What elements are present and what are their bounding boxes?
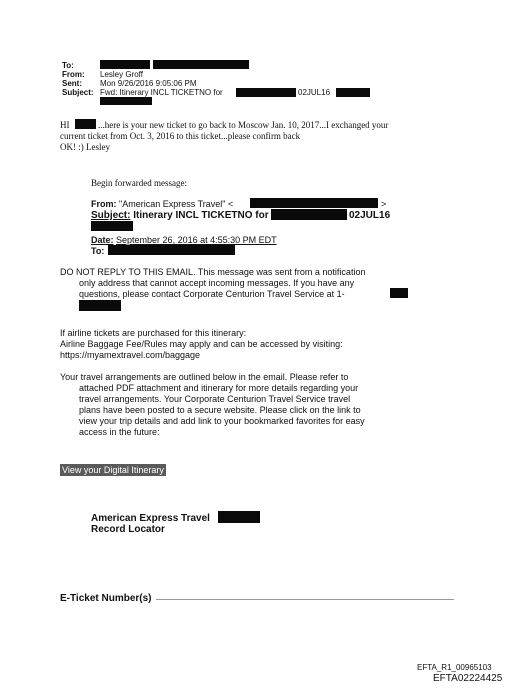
- redacted-block: [75, 119, 96, 129]
- redacted-block: [271, 209, 347, 220]
- baggage-line-1: If airline tickets are purchased for this itinerary:: [60, 328, 247, 338]
- redacted-block: [336, 88, 370, 97]
- message-line-1: ...here is your new ticket to go back to Moscow Jan. 10, 2017...I exchanged your: [98, 120, 389, 130]
- arrangements-line-1: Your travel arrangements are outlined below in the email. Please refer to: [60, 372, 349, 382]
- redacted-block: [236, 88, 296, 97]
- record-line-1: American Express Travel: [91, 513, 210, 524]
- subject-label: Subject:: [62, 88, 94, 97]
- redacted-block: [218, 511, 260, 523]
- fwd-subject-line: [91, 210, 269, 221]
- arrangements-line-2: attached PDF attachment and itinerary for more details regarding your: [79, 383, 359, 393]
- redacted-block: [100, 97, 152, 105]
- fwd-subject-value: Itinerary INCL TICKETNO for: [133, 210, 269, 221]
- sent-label: Sent:: [62, 79, 82, 88]
- message-line-3: OK! :) Lesley: [60, 142, 110, 152]
- notice-line-3: questions, please contact Corporate Centurion Travel Service at 1-: [79, 289, 345, 299]
- forward-intro: Begin forwarded message:: [91, 178, 187, 188]
- fwd-from-line: [91, 199, 233, 209]
- baggage-link[interactable]: https://myamextravel.com/baggage: [60, 350, 201, 360]
- bates-stamp-2: EFTA02224425: [433, 673, 503, 684]
- fwd-subject-label: Subject:: [91, 210, 131, 221]
- fwd-from-value: "American Express Travel" <: [119, 199, 234, 209]
- message-line-2: current ticket from Oct. 3, 2016 to this ticket...please confirm back: [60, 131, 301, 141]
- subject-value: Fwd: Itinerary INCL TICKETNO for: [100, 88, 223, 97]
- from-label: From:: [62, 70, 85, 79]
- record-line-2: Record Locator: [91, 524, 165, 535]
- redacted-block: [108, 245, 235, 255]
- fwd-date-line: [91, 235, 277, 245]
- eticket-label: E-Ticket Number(s): [60, 593, 152, 604]
- to-label: To:: [62, 61, 74, 70]
- greeting: HI: [60, 120, 70, 130]
- sent-value: Mon 9/26/2016 9:05:06 PM: [100, 79, 197, 88]
- view-digital-itinerary-link[interactable]: View your Digital Itinerary: [62, 465, 164, 475]
- arrangements-line-5: view your trip details and add link to your bookmarked favorites for easy: [79, 416, 365, 426]
- bates-stamp-1: EFTA_R1_00965103: [417, 663, 492, 672]
- baggage-line-2: Airline Baggage Fee/Rules may apply and can be accessed by visiting:: [60, 339, 343, 349]
- redacted-block: [390, 288, 408, 298]
- eticket-divider: [156, 599, 454, 600]
- redacted-block: [153, 60, 249, 69]
- notice-line-2: only address that cannot accept incoming messages. If you have any: [79, 278, 355, 288]
- from-value: Lesley Groff: [100, 70, 143, 79]
- fwd-from-label: From:: [91, 199, 117, 209]
- arrangements-line-3: travel arrangements. Your Corporate Centurion Travel Service travel: [79, 394, 351, 404]
- subject-date: 02JUL16: [298, 88, 331, 97]
- redacted-block: [91, 221, 133, 231]
- fwd-subject-date: 02JUL16: [349, 210, 391, 221]
- fwd-date-label: Date:: [91, 235, 114, 245]
- arrangements-line-6: access in the future:: [79, 427, 160, 437]
- redacted-block: [250, 198, 378, 208]
- fwd-from-close: >: [381, 199, 387, 209]
- fwd-to-label: To:: [91, 246, 105, 256]
- redacted-block: [79, 300, 121, 311]
- fwd-date-value: September 26, 2016 at 4:55:30 PM EDT: [116, 235, 277, 245]
- redacted-block: [100, 60, 150, 69]
- notice-line-1: DO NOT REPLY TO THIS EMAIL. This message was sent from a notification: [60, 267, 366, 277]
- arrangements-line-4: plans have been posted to a secure website. Please click on the link to: [79, 405, 361, 415]
